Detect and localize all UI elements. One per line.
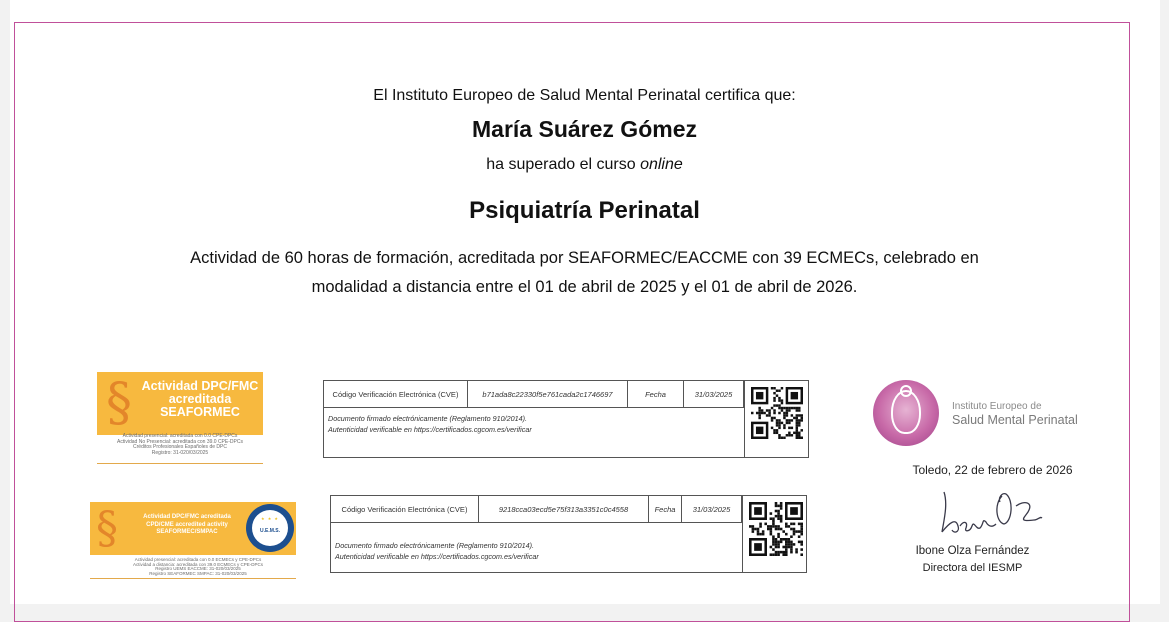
cve-note bbox=[335, 540, 539, 562]
course-title: Psiquiatría Perinatal bbox=[469, 197, 700, 224]
cve-header-row bbox=[324, 381, 744, 408]
cve-code: 9218cca03ecd5e75f313a3351c0c4558 bbox=[479, 496, 649, 522]
cve-date: 31/03/2025 bbox=[682, 496, 742, 522]
badge-sub-2: Actividad a distancia: acreditada con 39.0 ECMECs y CPE-DPCs bbox=[132, 561, 264, 567]
iesmp-logo bbox=[873, 380, 939, 446]
cve-date: 31/03/2025 bbox=[684, 381, 744, 407]
place-date: Toledo, 22 de febrero de 2026 bbox=[912, 463, 1073, 477]
qr-code-icon bbox=[751, 387, 803, 439]
qr-code bbox=[744, 381, 810, 457]
institute-name-line-2: Salud Mental Perinatal bbox=[952, 413, 1078, 427]
badge-sub-1: Actividad presencial: acreditada con 0.0 ECMECs y CPE-DPCs bbox=[134, 557, 262, 562]
badge-line-1: Actividad DPC/FMC acreditada bbox=[143, 514, 231, 520]
badge-divider bbox=[90, 578, 296, 579]
badge-sub-4: Registro SEAFORMEC SMPAC: 31-020/03/2025 bbox=[149, 570, 247, 576]
uems-logo-text: U.E.M.S. bbox=[259, 528, 280, 534]
badge-sub-2: Actividad No Presencial: acreditada con 39.0 CPE-DPCs bbox=[117, 438, 243, 445]
cve-note-2: Autenticidad verificable en https://certificados.cgcom.es/verificar bbox=[328, 425, 532, 434]
badge-title bbox=[137, 380, 263, 419]
cve-code: b71ada8c22330f5e761cada2c1746697 bbox=[468, 381, 628, 407]
passed-mode: online bbox=[640, 156, 683, 173]
course-description bbox=[0, 244, 1169, 302]
badge-title bbox=[122, 514, 252, 537]
badge-line-3: SEAFORMEC bbox=[160, 405, 240, 419]
signature-image bbox=[930, 482, 1050, 540]
institute-name-line-1: Instituto Europeo de bbox=[952, 401, 1042, 412]
cve-note-1: Documento firmado electrónicamente (Reglamento 910/2014). bbox=[328, 414, 527, 423]
cve-date-label: Fecha bbox=[628, 381, 684, 407]
cve-date-label: Fecha bbox=[649, 496, 682, 522]
cve-label: Código Verificación Electrónica (CVE) bbox=[331, 496, 479, 522]
qr-code bbox=[742, 496, 808, 572]
badge-line-1: Actividad DPC/FMC bbox=[141, 379, 259, 393]
badge-line-2: CPD/CME accredited activity bbox=[146, 521, 228, 528]
badge-sub-3: Registro UEMS EACCME: 31-020/03/2025 bbox=[155, 566, 241, 571]
recipient-name: María Suárez Gómez bbox=[472, 116, 697, 142]
qr-code-icon bbox=[749, 502, 803, 556]
passed-course-text bbox=[0, 156, 1169, 174]
section-symbol-icon: § bbox=[96, 503, 118, 554]
section-symbol-icon: § bbox=[106, 373, 132, 433]
cve-verification-box bbox=[323, 380, 809, 458]
signer-role: Directora del IESMP bbox=[922, 562, 1023, 574]
certificate-intro: El Instituto Europeo de Salud Mental Perinatal certifica que: bbox=[373, 87, 796, 104]
passed-prefix: ha superado el curso bbox=[486, 156, 641, 173]
logo-figure-shape bbox=[891, 390, 921, 434]
badge-sub-4: Registro: 31-020/03/2025 bbox=[151, 449, 209, 456]
description-line-2: modalidad a distancia entre el 01 de abril de 2025 y el 01 de abril de 2026. bbox=[311, 278, 858, 296]
badge-divider bbox=[97, 463, 263, 464]
seaformec-badge bbox=[97, 372, 263, 435]
cve-note-2: Autenticidad verificable en https://certificados.cgcom.es/verificar bbox=[335, 552, 539, 561]
description-line-1: Actividad de 60 horas de formación, acreditada por SEAFORMEC/EACCME con 39 ECMECs, celebrado en bbox=[190, 249, 979, 267]
stars-icon: ★ ★ ★ bbox=[261, 516, 279, 521]
badge-line-3: SEAFORMEC/SMPAC bbox=[156, 529, 218, 535]
badge-sub-3: Créditos Profesionales Españoles de DPC bbox=[133, 444, 227, 450]
badge-subtext bbox=[100, 558, 296, 576]
signer-name: Ibone Olza Fernández bbox=[915, 545, 1030, 557]
cve-note bbox=[328, 413, 532, 435]
badge-line-2: acreditada bbox=[168, 392, 232, 406]
uems-logo-inner bbox=[252, 510, 288, 546]
badge-sub-1: Actividad presencial: acreditada con 0.0 CPE-DPCs bbox=[122, 433, 238, 439]
cve-note-1: Documento firmado electrónicamente (Reglamento 910/2014). bbox=[335, 541, 534, 550]
cve-header-row bbox=[331, 496, 742, 523]
badge-subtext bbox=[97, 434, 263, 456]
uems-logo bbox=[246, 504, 294, 552]
cve-label: Código Verificación Electrónica (CVE) bbox=[324, 381, 468, 407]
cve-verification-box bbox=[330, 495, 807, 573]
